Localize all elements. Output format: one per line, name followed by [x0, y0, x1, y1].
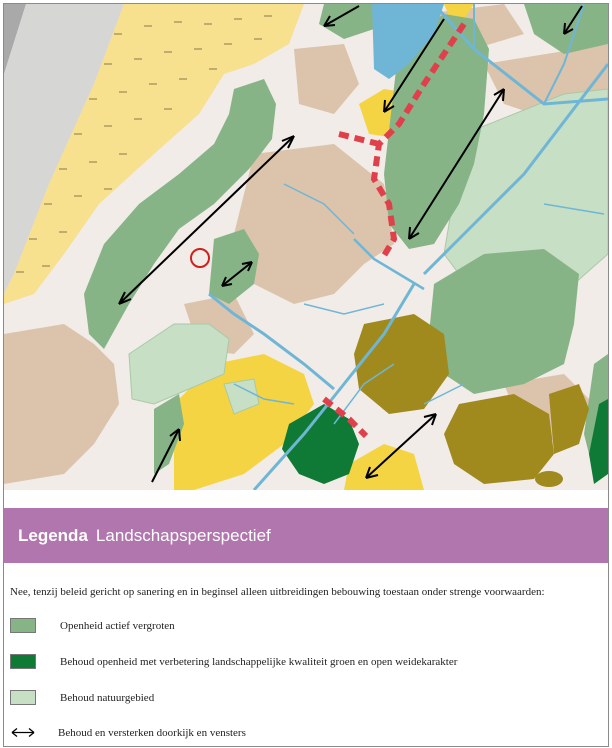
legend-item-nature: [10, 690, 154, 705]
swatch-nature: [10, 690, 36, 705]
legend-header: [4, 508, 608, 563]
legend-item-open-active: [10, 618, 175, 633]
legend-item-label: Behoud natuurgebied: [60, 691, 155, 704]
legend-item-label: Behoud en versterken doorkijk en vensters: [58, 726, 246, 739]
landscape-map: [4, 4, 608, 490]
swatch-open-active: [10, 618, 36, 633]
legend-item-label: Openheid actief vergroten: [60, 619, 175, 632]
figure-frame: [3, 3, 609, 747]
legend-item-label: Behoud openheid met verbetering landschappelijke kwaliteit groen en open weidekarakter: [60, 655, 458, 668]
legend-item-open-keep: [10, 654, 457, 669]
legend-intro: Nee, tenzij beleid gericht op sanering en in beginsel alleen uitbreidingen bebouwing toestaan onder strenge voorwaarden:: [10, 586, 545, 598]
legend-title: Legenda: [18, 525, 88, 545]
swatch-open-keep: [10, 654, 36, 669]
legend-item-view-arrows: [10, 726, 246, 739]
legend-subtitle: Landschapsperspectief: [95, 525, 271, 545]
double-arrow-icon: [10, 726, 36, 739]
